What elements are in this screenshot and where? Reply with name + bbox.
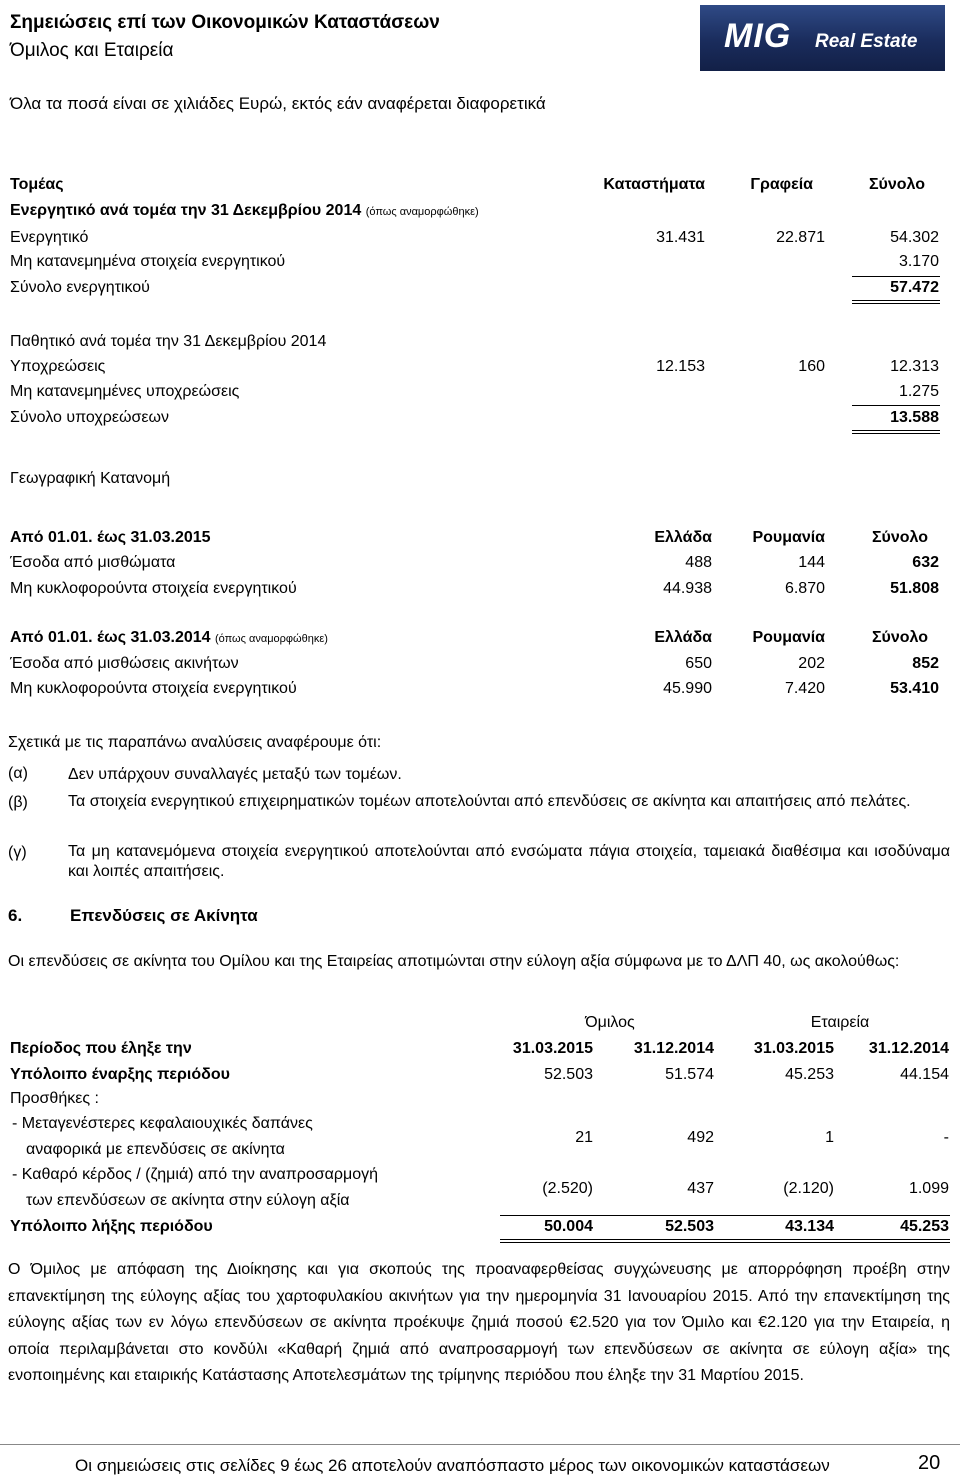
additions-label: Προσθήκες : <box>10 1090 99 1107</box>
note-marker: (γ) <box>8 844 27 861</box>
geo-header-total: Σύνολο <box>871 529 928 546</box>
liabilities-total-label: Σύνολο υποχρεώσεων <box>10 409 169 426</box>
assets-section-title <box>10 202 479 220</box>
capex-value: 1 <box>825 1129 834 1146</box>
liabilities-row-stores: 12.153 <box>656 358 705 375</box>
logo-main-text: MIG <box>724 17 792 55</box>
geo-section-title: Γεωγραφική Κατανομή <box>10 470 171 487</box>
assets-row-stores: 31.431 <box>656 229 705 246</box>
segment-header-total: Σύνολο <box>868 176 925 193</box>
geo-row-romania: 7.420 <box>784 680 825 697</box>
geo-row-greece: 650 <box>685 655 712 672</box>
date-column: 31.12.2014 <box>868 1040 949 1057</box>
geo-period-2015-text: Από 01.01. έως 31.03.2015 <box>10 529 211 546</box>
document-title: Σημειώσεις επί των Οικονομικών Καταστάσεων <box>10 12 440 33</box>
closing-paragraph: Ο Όμιλος με απόφαση της Διοίκησης και για σκοπούς της προαναφερθείσας συγχώνευσης με απορρόφηση προέβη στην επανεκτίμηση της εύλογης αξίας του χαρτοφυλακίου ακινήτων για την ημερομηνία 31 Ιανουαρίου 2015. Από την επανεκτίμηση της εύλογης αξίας των εν λόγω επενδύσεων σε ακίνητα προέκυψε ζημιά ποσού €2.520 για τον Όμιλο και €2.120 για την Εταιρεία, η οποία περιλαμβάνεται στο κονδύλι «Καθαρή ζημιά από αναπροσαρμογή των επενδύσεων σε ακίνητα σε εύλογη αξία» της ενοποιημένης και εταιρικής Κατάστασης Αποτελεσμάτων της τρίμηνης περιόδου που έληξε την 31 Μαρτίου 2015. <box>8 1261 950 1384</box>
section-title: Επενδύσεις σε Ακίνητα <box>70 906 258 925</box>
geo-period-2014 <box>10 629 328 647</box>
group-column-label: Όμιλος <box>585 1014 635 1031</box>
geo-period-2014-text: Από 01.01. έως 31.03.2014 <box>10 629 211 646</box>
geo-row-romania: 202 <box>798 655 825 672</box>
closing-balance-label: Υπόλοιπο λήξης περιόδου <box>10 1218 213 1235</box>
fairvalue-label-line2: των επενδύσεων σε ακίνητα στην εύλογη αξία <box>26 1192 350 1209</box>
total-double-line <box>852 300 940 304</box>
subtotal-line <box>852 276 940 277</box>
geo-row-romania: 144 <box>798 554 825 571</box>
document-subtitle: Όμιλος και Εταιρεία <box>10 40 174 61</box>
liabilities-row-total: 1.275 <box>898 383 939 400</box>
liabilities-row-total: 12.313 <box>890 358 939 375</box>
currency-note: Όλα τα ποσά είναι σε χιλιάδες Ευρώ, εκτός εάν αναφέρεται διαφορετικά <box>10 94 546 113</box>
date-column: 31.03.2015 <box>512 1040 593 1057</box>
fairvalue-value: (2.120) <box>783 1180 834 1197</box>
capex-label-line2: αναφορικά με επενδύσεις σε ακίνητα <box>26 1141 285 1158</box>
fairvalue-value: 1.099 <box>908 1180 949 1197</box>
geo-period-2014-note: (όπως αναμορφώθηκε) <box>214 633 328 645</box>
segment-header-sector: Τομέας <box>10 176 64 193</box>
geo-row-label: Μη κυκλοφορούντα στοιχεία ενεργητικού <box>10 680 297 697</box>
geo-header-romania: Ρουμανία <box>752 529 825 546</box>
fairvalue-label-line1: - Καθαρό κέρδος / (ζημιά) από την αναπροσαρμογή <box>12 1166 379 1183</box>
capex-value: 21 <box>575 1129 593 1146</box>
date-column: 31.03.2015 <box>753 1040 834 1057</box>
assets-row-label: Ενεργητικό <box>10 229 89 246</box>
section-number: 6. <box>8 906 23 925</box>
note-marker: (β) <box>8 794 28 811</box>
assets-title-note: (όπως αναμορφώθηκε) <box>365 206 479 218</box>
closing-balance-value: 45.253 <box>900 1218 949 1235</box>
period-label: Περίοδος που έληξε την <box>10 1040 192 1057</box>
closing-double-line <box>500 1239 950 1243</box>
capex-value: 492 <box>687 1129 714 1146</box>
assets-title-text: Ενεργητικό ανά τομέα την 31 Δεκεμβρίου 2014 <box>10 202 362 219</box>
note-text: Τα μη κατανεμόμενα στοιχεία ενεργητικού αποτελούνται από ενσώματα πάγια στοιχεία, ταμειακά διαθέσιμα και ισοδύναμα και λοιπές απαιτήσεις. <box>68 843 950 880</box>
opening-balance-value: 52.503 <box>544 1066 593 1083</box>
geo-row-label: Έσοδα από μισθώματα <box>10 554 176 571</box>
geo-row-label: Έσοδα από μισθώσεις ακινήτων <box>10 655 239 672</box>
company-column-label: Εταιρεία <box>810 1014 870 1031</box>
fairvalue-value: 437 <box>687 1180 714 1197</box>
capex-value: - <box>943 1129 949 1146</box>
liabilities-section-title: Παθητικό ανά τομέα την 31 Δεκεμβρίου 2014 <box>10 333 327 350</box>
capex-label-line1: - Μεταγενέστερες κεφαλαιουχικές δαπάνες <box>12 1115 313 1132</box>
opening-balance-value: 44.154 <box>900 1066 949 1083</box>
liabilities-row-label: Μη κατανεμημένες υποχρεώσεις <box>10 383 240 400</box>
logo-secondary-text: Real Estate <box>815 31 918 52</box>
note-marker: (α) <box>8 765 28 782</box>
geo-row-total: 53.410 <box>890 680 939 697</box>
geo-row-greece: 44.938 <box>663 580 712 597</box>
note-text: Δεν υπάρχουν συναλλαγές μεταξύ των τομέων. <box>68 766 402 783</box>
assets-row-label: Μη κατανεμημένα στοιχεία ενεργητικού <box>10 253 286 270</box>
segment-header-offices: Γραφεία <box>750 176 813 193</box>
closing-balance-value: 50.004 <box>544 1218 593 1235</box>
opening-balance-value: 51.574 <box>665 1066 714 1083</box>
geo-header-greece: Ελλάδα <box>654 529 712 546</box>
liabilities-row-offices: 160 <box>798 358 825 375</box>
geo-row-total: 852 <box>912 655 939 672</box>
assets-total-label: Σύνολο ενεργητικού <box>10 279 150 296</box>
closing-balance-value: 52.503 <box>665 1218 714 1235</box>
footer-rule <box>0 1444 960 1445</box>
geo-header-romania: Ρουμανία <box>752 629 825 646</box>
assets-row-total: 54.302 <box>890 229 939 246</box>
geo-row-total: 632 <box>912 554 939 571</box>
opening-balance-label: Υπόλοιπο έναρξης περιόδου <box>10 1066 230 1083</box>
closing-balance-value: 43.134 <box>785 1218 834 1235</box>
segment-header-stores: Καταστήματα <box>603 176 705 193</box>
geo-header-total: Σύνολο <box>871 629 928 646</box>
geo-row-total: 51.808 <box>890 580 939 597</box>
liabilities-row-label: Υποχρεώσεις <box>10 358 106 375</box>
page-number: 20 <box>918 1452 941 1474</box>
assets-total-value: 57.472 <box>890 279 939 296</box>
geo-period-2015 <box>10 529 211 547</box>
geo-row-romania: 6.870 <box>784 580 825 597</box>
geo-row-greece: 488 <box>685 554 712 571</box>
section-intro: Οι επενδύσεις σε ακίνητα του Ομίλου και της Εταιρείας αποτιμώνται στην εύλογη αξία σύμφωνα με το ΔΛΠ 40, ως ακολούθως: <box>8 953 900 970</box>
liabilities-total-value: 13.588 <box>890 409 939 426</box>
geo-row-greece: 45.990 <box>663 680 712 697</box>
date-column: 31.12.2014 <box>633 1040 714 1057</box>
fairvalue-value: (2.520) <box>542 1180 593 1197</box>
assets-row-offices: 22.871 <box>776 229 825 246</box>
subtotal-line <box>852 405 940 406</box>
notes-intro: Σχετικά με τις παραπάνω αναλύσεις αναφέρουμε ότι: <box>8 734 382 751</box>
note-text: Τα στοιχεία ενεργητικού επιχειρηματικών τομέων αποτελούνται από επενδύσεις σε ακίνητα και απαιτήσεις από πελάτες. <box>68 793 911 810</box>
company-logo <box>700 5 945 71</box>
geo-header-greece: Ελλάδα <box>654 629 712 646</box>
footer-text: Οι σημειώσεις στις σελίδες 9 έως 26 αποτελούν αναπόσπαστο μέρος των οικονομικών καταστάσεων <box>75 1456 830 1475</box>
assets-row-total: 3.170 <box>898 253 939 270</box>
total-double-line <box>852 430 940 434</box>
opening-balance-value: 45.253 <box>785 1066 834 1083</box>
closing-top-line <box>500 1215 950 1216</box>
geo-row-label: Μη κυκλοφορούντα στοιχεία ενεργητικού <box>10 580 297 597</box>
